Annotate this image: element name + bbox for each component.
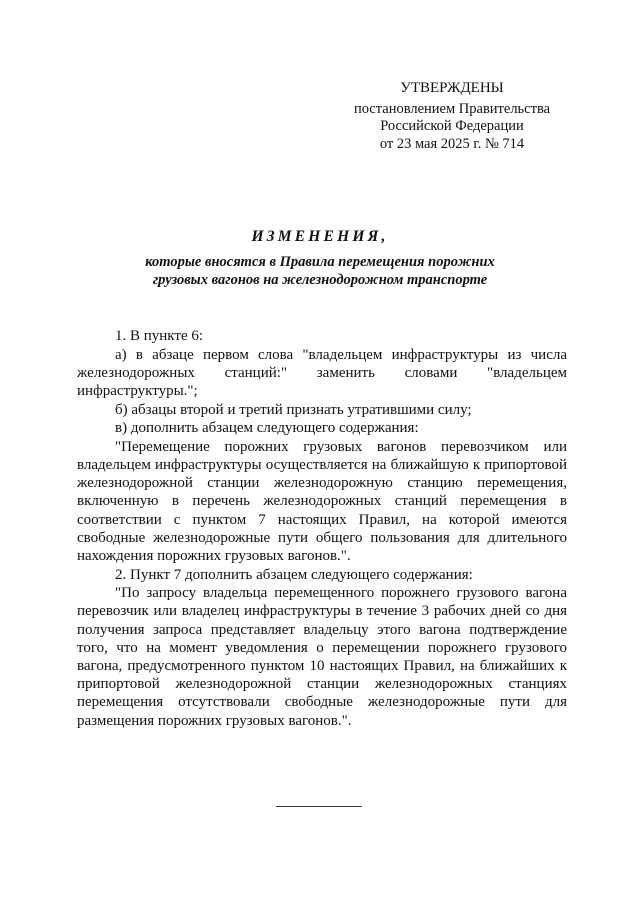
document-body (77, 327, 567, 730)
approval-heading: УТВЕРЖДЕНЫ (400, 80, 504, 96)
paragraph-item-1: 1. В пункте 6: (115, 328, 204, 344)
paragraph-quote-2: "По запросу владельца перемещенного порожнего грузового вагона перевозчик или владелец инфраструктуры в течение 3 рабочих дней со дня получения запроса представляет владельцу этого вагона подтверждение того, что на момент уведомления о перемещении порожнего грузового вагона, предусмотренного пунктом 10 настоящих Правил, на ближайших к припортовой железнодорожной станции железнодорожных станциях перемещения отсутствовали свободные железнодорожные пути для размещения порожних грузовых вагонов.". (77, 585, 567, 729)
approval-line-2: Российской Федерации (380, 118, 524, 134)
paragraph-subitem-b: б) абзацы второй и третий признать утратившими силу; (115, 401, 472, 418)
paragraph-subitem-v: в) дополнить абзацем следующего содержания: (115, 420, 419, 437)
paragraph-quote-1: "Перемещение порожних грузовых вагонов перевозчиком или владельцем инфраструктуры осуществляется на ближайшую к припортовой железнодорожной станции железнодорожную станцию перемещения, включенную в перечень железнодорожных станций перемещения в соответствии с пунктом 7 настоящих Правил, на которой имеются свободные железнодорожные пути общего пользования для длительного нахождения порожних грузовых вагонов.". (77, 438, 567, 564)
title-subtitle-line-2: грузовых вагонов на железнодорожном транспорте (152, 271, 488, 288)
approval-line-3: от 23 мая 2025 г. № 714 (379, 135, 525, 152)
approval-line-1: постановлением Правительства (353, 100, 551, 117)
end-separator-line (276, 806, 362, 807)
paragraph-item-2: 2. Пункт 7 дополнить абзацем следующего содержания: (115, 566, 473, 583)
title-main: ИЗМЕНЕНИЯ, (251, 228, 389, 245)
approval-block (352, 80, 552, 153)
document-title (0, 228, 640, 289)
paragraph-subitem-a: а) в абзаце первом слова "владельцем инфраструктуры из числа железнодорожных станций:" заменить словами "владельцем инфраструктуры."; (77, 346, 567, 399)
title-subtitle-line-1: которые вносятся в Правила перемещения порожних (145, 254, 495, 270)
